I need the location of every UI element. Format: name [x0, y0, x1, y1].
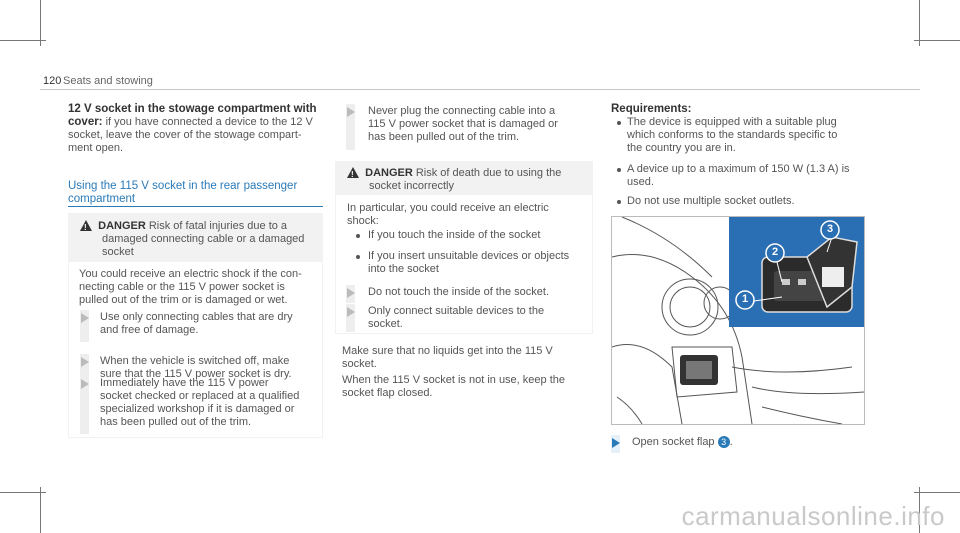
bullet-line: used. [627, 176, 654, 188]
bullet-line: into the socket [368, 263, 439, 275]
step-line: has been pulled out of the trim. [368, 131, 520, 143]
bullet-item [627, 116, 867, 155]
crop-mark [0, 492, 46, 493]
paragraph-line: socket, leave the cover of the stowage compart- [68, 129, 302, 141]
bullet-line: Do not use multiple socket outlets. [627, 195, 795, 207]
socket-title-line: cover: if you have connected a device to the 12 V [68, 116, 313, 128]
warning-body-text [347, 202, 587, 228]
warning-text: damaged connecting cable or a damaged [102, 233, 305, 245]
warning-triangle-icon [347, 167, 359, 178]
section-heading [68, 180, 323, 206]
watermark: carmanualsonline.info [681, 501, 945, 531]
step-item [100, 377, 320, 429]
callout-label: 2 [771, 246, 779, 258]
bullet-dot [617, 200, 621, 204]
step-line: 115 V power socket that is damaged or [368, 118, 558, 130]
crop-mark [40, 487, 41, 533]
step-arrow-icon [81, 379, 89, 389]
step-arrow-icon [347, 288, 355, 298]
body-line: In particular, you could receive an electric [347, 202, 549, 214]
column-1 [68, 103, 323, 155]
bullet-item [627, 163, 867, 189]
step-arrow-icon [347, 307, 355, 317]
bullet-dot [356, 234, 360, 238]
step-text: Open socket flap [632, 436, 715, 448]
heading-line: compartment [68, 193, 136, 205]
paragraph-line: When the 115 V socket is not in use, keep the [342, 374, 565, 386]
paragraph-line: ment open. [68, 142, 124, 154]
section-title: Seats and stowing [63, 75, 153, 87]
warning-text: socket [102, 246, 134, 258]
step-item [368, 105, 593, 144]
bullet-item [627, 195, 867, 208]
bullet-dot [356, 255, 360, 259]
bullet-dot [617, 121, 621, 125]
page-number: 120 [43, 75, 62, 87]
bullet-line: The device is equipped with a suitable plug [627, 116, 837, 128]
paragraph [342, 374, 592, 400]
step-arrow-icon [612, 438, 620, 448]
step-line: Only connect suitable devices to the [368, 305, 545, 317]
step-item [368, 286, 588, 299]
header-divider [40, 89, 920, 90]
bullet-line: If you insert unsuitable devices or objects [368, 250, 570, 262]
bullet-item [368, 229, 588, 242]
bullet-line: which conforms to the standards specific to [627, 129, 838, 141]
step-line: Never plug the connecting cable into a [368, 105, 556, 117]
danger-label: DANGER [365, 167, 413, 179]
step-line: socket. [368, 318, 403, 330]
paragraph-line: socket. [342, 358, 377, 370]
crop-mark [914, 492, 960, 493]
warning-text: socket incorrectly [369, 180, 454, 192]
danger-label: DANGER [98, 220, 146, 232]
paragraph-line: socket flap closed. [342, 387, 433, 399]
warning-heading [347, 167, 587, 193]
warning-text: Risk of fatal injuries due to a [145, 220, 288, 232]
step-arrow-icon [81, 357, 89, 367]
socket-title-line: 12 V socket in the stowage compartment with [68, 103, 317, 115]
step-line: Use only connecting cables that are dry [100, 311, 293, 323]
warning-text: Risk of death due to using the [412, 167, 562, 179]
step-line: Do not touch the inside of the socket. [368, 286, 550, 298]
requirements-title: Requirements: [611, 103, 692, 115]
bullet-line: A device up to a maximum of 150 W (1.3 A) is [627, 163, 850, 175]
paragraph-line: Make sure that no liquids get into the 115 V [342, 345, 553, 357]
warning-body-text [79, 268, 319, 307]
interior-illustration [612, 217, 864, 424]
step-item [632, 436, 852, 449]
step-line: socket checked or replaced at a qualified [100, 390, 300, 402]
socket-figure [611, 216, 865, 425]
step-line: Immediately have the 115 V power [100, 377, 269, 389]
warning-triangle-icon [80, 220, 92, 231]
bullet-line: the country you are in. [627, 142, 736, 154]
body-line: necting cable or the 115 V power socket is [79, 281, 285, 293]
crop-mark [914, 40, 960, 41]
step-text: . [729, 436, 733, 448]
step-line: specialized workshop if it is damaged or [100, 403, 295, 415]
callout-ref-3: 3 [718, 436, 730, 448]
body-line: shock: [347, 215, 379, 227]
body-line: You could receive an electric shock if the con- [79, 268, 302, 280]
step-line: and free of damage. [100, 324, 199, 336]
heading-rule [68, 206, 323, 207]
callout-label: 3 [826, 223, 834, 235]
body-line: pulled out of the trim or is damaged or wet. [79, 294, 288, 306]
step-line: sure that the 115 V power socket is dry. [100, 368, 292, 380]
callout-label: 1 [741, 293, 749, 305]
heading-line: Using the 115 V socket in the rear passenger [68, 180, 298, 192]
step-line: has been pulled out of the trim. [100, 416, 252, 428]
step-arrow-icon [81, 313, 89, 323]
paragraph [342, 345, 592, 371]
bullet-line: If you touch the inside of the socket [368, 229, 541, 241]
step-item [368, 305, 588, 331]
warning-heading [80, 220, 320, 259]
step-item [100, 311, 320, 337]
step-arrow-icon [347, 107, 355, 117]
step-line: When the vehicle is switched off, make [100, 355, 290, 367]
crop-mark [0, 40, 46, 41]
bullet-dot [617, 168, 621, 172]
bullet-item [368, 250, 588, 276]
